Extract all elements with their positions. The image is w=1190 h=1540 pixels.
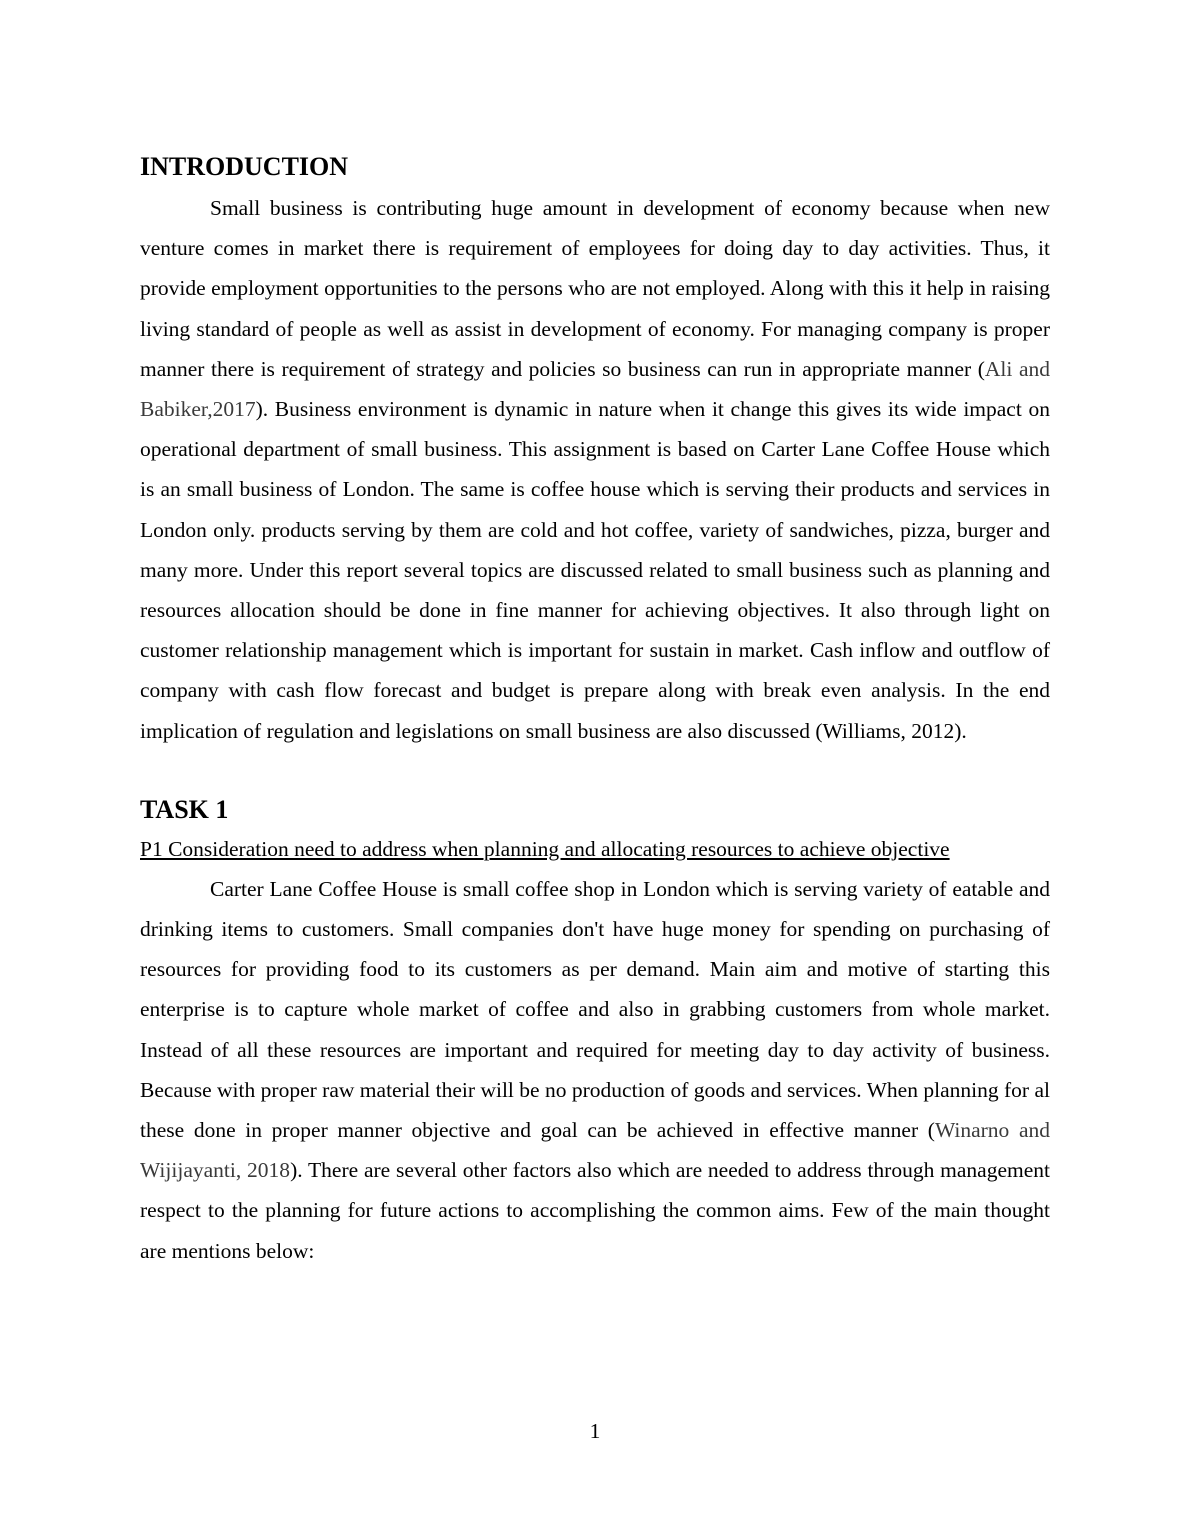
task1-text-part-2: ). There are several other factors also which are needed to address through management respect to the planning for future actions to accomplishing the common aims. Few of the main thought are mentions below: — [140, 1158, 1051, 1263]
task1-citation: Winarno and Wijijayanti, 2018 — [140, 1118, 1050, 1183]
task1-heading: TASK 1 — [140, 794, 229, 824]
page-content — [140, 150, 1050, 1271]
introduction-text-part-2: ). Business environment is dynamic in nature when it change this gives its wide impact on operational department of small business. This assignment is based on Carter Lane Coffee House which is an small business of London. The same is coffee house which is serving their products and services in London only. products serving by them are cold and hot coffee, variety of sandwiches, pizza, burger and many more. Under this report several topics are discussed related to small business such as planning and resources allocation should be done in fine manner for achieving objectives. It also through light on customer relationship management which is important for sustain in market. Cash inflow and outflow of company with cash flow forecast and budget is prepare along with break even analysis. In the end implication of regulation and legislations on small business are also discussed (Williams, 2012). — [140, 397, 1050, 743]
introduction-text-part-1: Small business is contributing huge amount in development of economy because when new venture comes in market there is requirement of employees for doing day to day activities. Thus, it provide employment opportunities to the persons who are not employed. Along with this it help in raising living standard of people as well as assist in development of economy. For managing company is proper manner there is requirement of strategy and policies so business can run in appropriate manner ( — [140, 196, 1050, 381]
task1-subheading: P1 Consideration need to address when planning and allocating resources to achieve objective — [140, 836, 950, 861]
task1-text-part-1: Carter Lane Coffee House is small coffee shop in London which is serving variety of eatable and drinking items to customers. Small companies don't have huge money for spending on purchasing of resources for providing food to its customers as per demand. Main aim and motive of starting this enterprise is to capture whole market of coffee and also in grabbing customers from whole market. Instead of all these resources are important and required for meeting day to day activity of business. Because with proper raw material their will be no production of goods and services. When planning for al these done in proper manner objective and goal can be achieved in effective manner ( — [140, 876, 1050, 1143]
task1-paragraph — [140, 869, 1050, 1271]
introduction-citation: Ali and Babiker,2017 — [140, 356, 1050, 422]
introduction-heading: INTRODUCTION — [140, 152, 349, 181]
introduction-paragraph — [140, 188, 1050, 751]
page-number: 1 — [589, 1419, 601, 1443]
